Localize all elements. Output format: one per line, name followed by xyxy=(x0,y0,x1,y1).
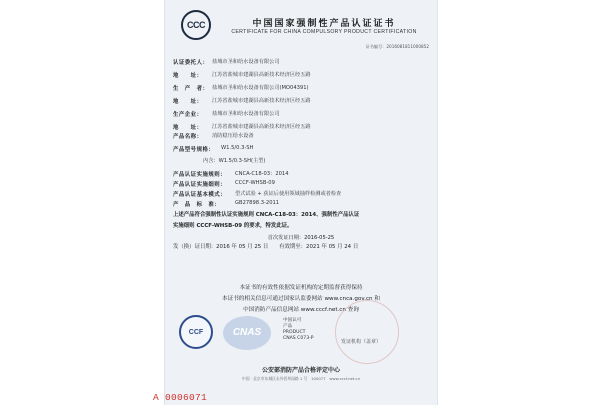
certificate-title: 中国国家强制性产品认证证书 xyxy=(252,19,396,29)
mark-line: PRODUCT xyxy=(283,330,306,335)
mark-line: CNAS C073-P xyxy=(283,336,314,341)
applicant-value: 盐城市圣和给水设备有限公司 xyxy=(212,59,280,65)
validity-dates: 发（换）证日期：2016 年 05 月 25 日 有效期至：2021 年 05 月 24 日 xyxy=(173,244,359,250)
statement-line-2: 实施细则 CCCF-WHSB-09 的要求，特发此证。 xyxy=(173,223,293,229)
cnas-seal xyxy=(223,316,271,350)
rule-label: 产品认证实施规则： xyxy=(173,172,227,178)
manufacturer-label: 生 产 者： xyxy=(173,86,209,92)
certificate xyxy=(164,0,438,405)
ccc-logo: CCC xyxy=(181,10,211,40)
address2-value: 江苏省盐城市建湖县高新技术经济区经五路 xyxy=(212,98,311,104)
official-stamp xyxy=(335,300,399,364)
footer-line-3: 中国消防产品信息网站 www.cccf.net.cn 查询 xyxy=(243,307,359,313)
footer-line-1: 本证书的有效性依据发证机构的定期监督获得保持 xyxy=(239,285,363,291)
issuer-address: 中国 · 北京市东城区永外西草园路 1 号 100077 www.cccf.net.cn xyxy=(241,376,361,381)
model-extra: 内含：W1.5/0.3-SH(主型) xyxy=(203,158,266,164)
serial-number: A 0006071 xyxy=(153,392,208,403)
first-issue-date: 首次发证日期：2016-05-25 xyxy=(267,235,335,241)
address1-label: 地 址： xyxy=(173,73,203,79)
factory-label: 生产企业： xyxy=(173,112,203,118)
address2-label: 地 址： xyxy=(173,99,203,105)
footer-line-2: 本证书的相关信息可通过国家认监委网站 www.cnca.gov.cn 和 xyxy=(222,296,380,302)
address1-value: 江苏省盐城市建湖县高新技术经济区经五路 xyxy=(212,72,311,78)
manufacturer-value: 盐城市圣和给水设备有限公司(MO04391) xyxy=(212,85,309,91)
statement-line-1: 上述产品符合强制性认证实施规则 CNCA-C18-03：2014、强制性产品认证 xyxy=(173,212,360,218)
model-value: W1.5/0.3-SH xyxy=(221,145,254,151)
ccf-seal: CCF xyxy=(179,315,213,349)
detail-rule-label: 产品认证实施细则： xyxy=(173,182,227,188)
address3-label: 地 址： xyxy=(173,125,203,131)
cnas-mark xyxy=(283,318,314,342)
mode-label: 产品认证基本模式： xyxy=(173,192,227,198)
standard-label: 产 品 标 准： xyxy=(173,202,221,208)
rule-value: CNCA-C18-03：2014 xyxy=(235,171,289,177)
cnas-text: CNAS xyxy=(232,327,262,338)
address3-value: 江苏省盐城市建湖县高新技术经济区经五路 xyxy=(212,124,311,130)
model-label: 产品型号规格： xyxy=(173,147,215,153)
mark-line: 中国认可 xyxy=(283,318,302,323)
certificate-title-en: CERTIFICATE FOR CHINA COMPULSORY PRODUCT CERTIFICATION xyxy=(231,29,417,35)
mark-line: 产品 xyxy=(283,324,293,329)
detail-rule-value: CCCF-WHSB-09 xyxy=(235,180,275,186)
certificate-number: 证书编号：2016081811000852 xyxy=(365,44,429,49)
product-name-value: 消防稳压给水设备 xyxy=(212,133,254,139)
issuing-body-stamp-label: 发证机构（盖章） xyxy=(341,339,382,345)
product-name-label: 产品名称： xyxy=(173,134,203,140)
factory-value: 盐城市圣和给水设备有限公司 xyxy=(212,111,280,117)
standard-value: GB27898.3-2011 xyxy=(235,200,280,206)
mode-value: 型式试验 + 获证后使用领域抽样检测或者检查 xyxy=(235,191,342,197)
issuing-body: 公安部消防产品合格评定中心 xyxy=(261,367,340,374)
applicant-label: 认证委托人： xyxy=(173,60,209,66)
